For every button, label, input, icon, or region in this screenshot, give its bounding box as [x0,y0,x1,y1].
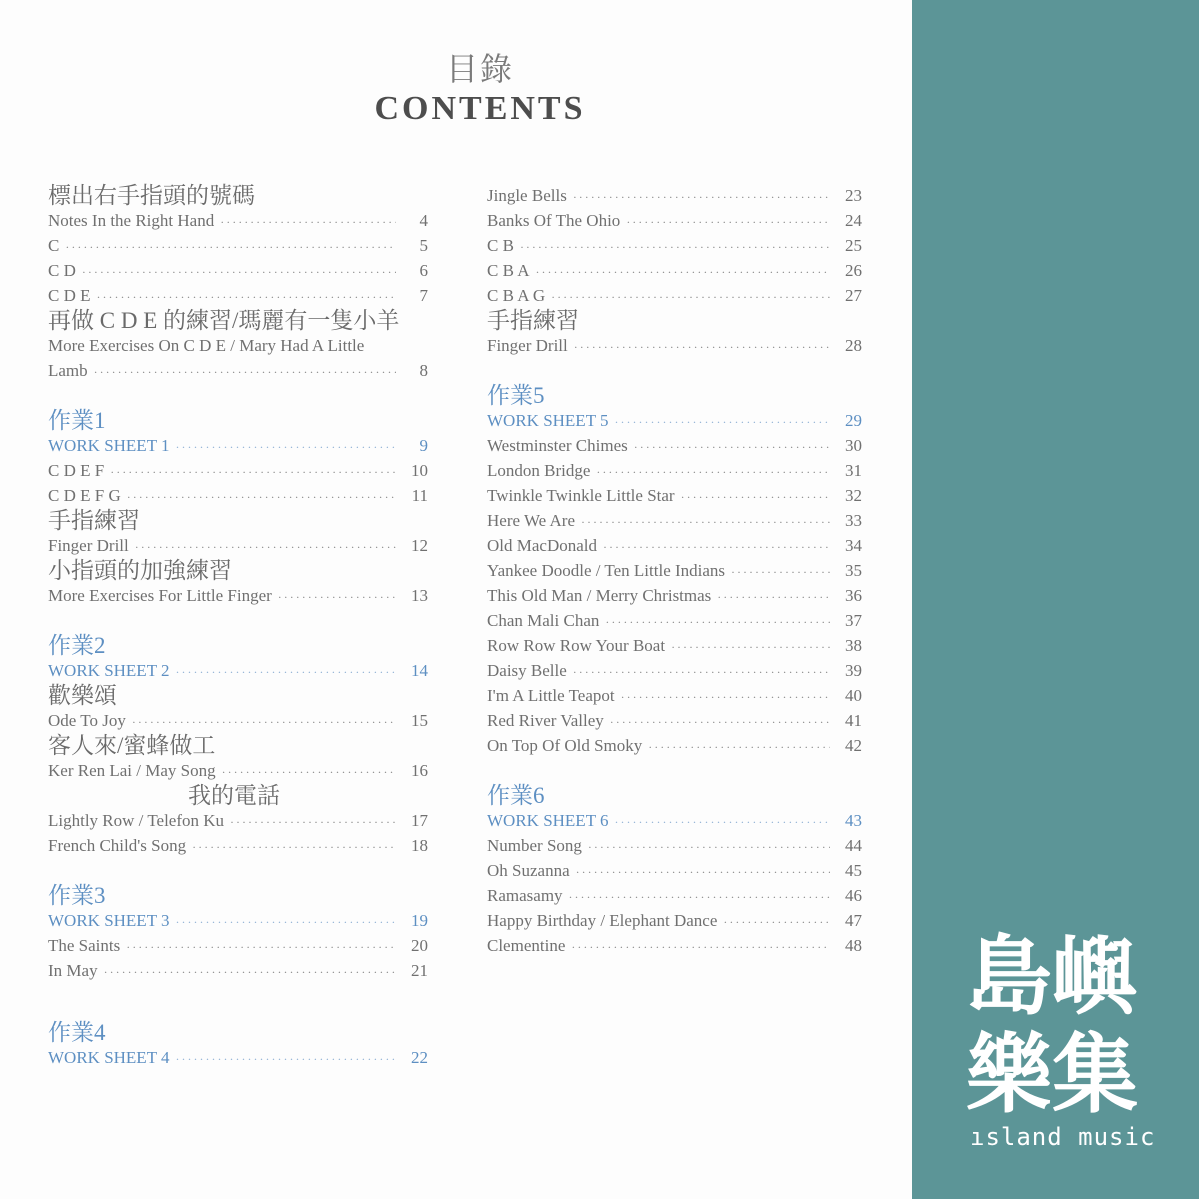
section-heading-chinese: 小指頭的加強練習 [48,558,232,583]
toc-page-number: 24 [845,211,862,230]
page-title: CONTENTS [374,90,586,127]
dot-leader [132,710,396,735]
toc-entry-title: WORK SHEET 3 [48,911,170,930]
dot-leader [220,210,396,235]
toc-page-number: 35 [845,561,862,580]
toc-entry[interactable] [487,558,862,583]
dot-leader [615,810,830,835]
brand-logo-english: ısland music [970,1123,1156,1151]
toc-entry-title: Banks Of The Ohio [487,211,621,230]
dot-leader [588,835,830,860]
toc-entry-title: Row Row Row Your Boat [487,636,666,655]
section-heading-chinese: 手指練習 [487,308,579,333]
toc-entry[interactable] [48,958,428,983]
dot-leader [610,710,830,735]
toc-page-number: 33 [845,511,862,530]
toc-entry[interactable] [48,583,428,608]
toc-entry-title: More Exercises On C D E / Mary Had A Little [48,336,365,355]
dot-leader [581,510,830,535]
dot-leader [278,585,396,610]
dot-leader [569,885,830,910]
toc-entry[interactable] [487,408,862,433]
toc-page-number: 10 [411,461,428,480]
dot-leader [573,185,830,210]
toc-entry-title: Chan Mali Chan [487,611,600,630]
dot-leader [230,810,396,835]
dot-leader [176,660,396,685]
toc-page-number: 18 [411,836,428,855]
toc-entry[interactable] [48,233,428,258]
toc-entry[interactable] [48,1045,428,1070]
toc-entry-title: The Saints [48,936,121,955]
toc-entry[interactable] [48,333,428,358]
toc-entry-title: Clementine [487,936,566,955]
toc-entry[interactable] [487,533,862,558]
toc-entry-title: In May [48,961,98,980]
dot-leader [717,585,830,610]
dot-leader [126,935,396,960]
toc-page-number: 36 [845,586,862,605]
toc-entry[interactable] [487,508,862,533]
dot-leader [82,260,396,285]
toc-entry[interactable] [48,208,428,233]
toc-page-number: 44 [845,836,862,855]
toc-entry[interactable] [48,933,428,958]
toc-page-number: 8 [419,361,428,380]
section-heading-chinese: 再做 C D E 的練習/瑪麗有一隻小羊 [48,308,400,333]
section-spacer [48,983,428,1008]
toc-page-number: 26 [845,261,862,280]
dot-leader [596,460,830,485]
toc-entry[interactable] [487,858,862,883]
toc-page-number: 6 [419,261,428,280]
dot-leader [176,1047,396,1072]
section-heading-chinese: 歡樂頌 [48,683,117,708]
dot-leader [135,535,396,560]
toc-entry[interactable] [487,583,862,608]
toc-page-number: 47 [845,911,862,930]
toc-entry[interactable] [487,258,862,283]
toc-entry-title: Old MacDonald [487,536,598,555]
toc-entry[interactable] [487,658,862,683]
toc-entry-title: C D E F [48,461,105,480]
toc-entry-title: Ker Ren Lai / May Song [48,761,216,780]
toc-page-number: 23 [845,186,862,205]
dot-leader [603,535,830,560]
toc-entry[interactable] [48,433,428,458]
toc-entry-title: C [48,236,60,255]
dot-leader [97,285,397,310]
dot-leader [127,485,396,510]
toc-entry[interactable] [48,658,428,683]
toc-entry[interactable] [48,283,428,308]
dot-leader [520,235,830,260]
toc-entry-title: Oh Suzanna [487,861,570,880]
dot-leader [176,910,396,935]
section-spacer [487,358,862,383]
worksheet-heading: 作業4 [48,1020,106,1045]
toc-entry[interactable] [487,683,862,708]
dot-leader [671,635,830,660]
toc-entry[interactable] [487,833,862,858]
brand-logo-line1: 島嶼 [966,927,1138,1027]
toc-page-number: 41 [845,711,862,730]
dot-leader [571,935,830,960]
toc-page-number: 28 [845,336,862,355]
toc-entry[interactable] [487,233,862,258]
toc-entry-title: Number Song [487,836,582,855]
toc-entry[interactable] [48,808,428,833]
toc-entry[interactable] [487,183,862,208]
toc-entry[interactable] [48,708,428,733]
dot-leader [110,460,396,485]
dot-leader [731,560,830,585]
worksheet-heading: 作業2 [48,633,106,658]
toc-entry[interactable] [487,733,862,758]
toc-page-number: 42 [845,736,862,755]
dot-leader [65,235,396,260]
section-spacer [48,608,428,633]
toc-entry-title: More Exercises For Little Finger [48,586,272,605]
toc-entry-title: Yankee Doodle / Ten Little Indians [487,561,726,580]
dot-leader [615,410,830,435]
toc-entry-title: C B [487,236,514,255]
toc-page-number: 17 [411,811,428,830]
toc-entry-title: On Top Of Old Smoky [487,736,643,755]
dot-leader [551,285,830,310]
toc-entry[interactable] [48,258,428,283]
toc-entry-title: Ode To Joy [48,711,126,730]
toc-entry-title: C D E F G [48,486,121,505]
section-heading-chinese: 客人來/蜜蜂做工 [48,733,216,758]
dot-leader [176,435,396,460]
toc-entry-title: WORK SHEET 5 [487,411,609,430]
toc-entry-title: Westminster Chimes [487,436,628,455]
toc-page-number: 39 [845,661,862,680]
toc-page-number: 30 [845,436,862,455]
toc-page-number: 43 [845,811,862,830]
toc-entry-title: Lamb [48,361,88,380]
dot-leader [648,735,830,760]
toc-entry-title: Ramasamy [487,886,563,905]
dot-leader [222,760,396,785]
dot-leader [626,210,830,235]
toc-entry[interactable] [487,283,862,308]
brand-logo [966,928,1156,1124]
worksheet-heading: 作業3 [48,883,106,908]
toc-page-number: 12 [411,536,428,555]
toc-entry[interactable] [48,483,428,508]
toc-entry[interactable] [487,483,862,508]
toc-entry[interactable] [487,883,862,908]
toc-entry-title: WORK SHEET 6 [487,811,609,830]
dot-leader [621,685,830,710]
dot-leader [94,360,396,385]
toc-page-number: 5 [419,236,428,255]
toc-page-number: 46 [845,886,862,905]
dot-leader [634,435,830,460]
dot-leader [536,260,830,285]
toc-entry[interactable] [487,633,862,658]
toc-page-number: 11 [411,486,428,505]
dot-leader [574,335,830,360]
toc-entry[interactable] [48,358,428,383]
dot-leader [723,910,830,935]
toc-entry-title: Red River Valley [487,711,604,730]
toc-page-number: 38 [845,636,862,655]
page-title-chinese: 目錄 [445,51,514,87]
toc-entry-title: WORK SHEET 4 [48,1048,170,1067]
toc-entry-title: Finger Drill [487,336,568,355]
toc-entry-title: I'm A Little Teapot [487,686,615,705]
toc-entry[interactable] [487,908,862,933]
toc-entry[interactable] [48,908,428,933]
toc-entry-title: Daisy Belle [487,661,567,680]
dot-leader [605,610,830,635]
worksheet-heading: 作業5 [487,383,545,408]
brand-logo-line2: 樂集 [966,1025,1138,1125]
toc-entry[interactable] [487,808,862,833]
toc-entry[interactable] [48,458,428,483]
section-spacer [487,758,862,783]
toc-entry-title: Jingle Bells [487,186,567,205]
dot-leader [681,485,830,510]
toc-entry-title: C B A [487,261,530,280]
toc-page-number: 16 [411,761,428,780]
toc-entry-title: This Old Man / Merry Christmas [487,586,712,605]
section-spacer [48,1008,428,1020]
worksheet-heading: 作業1 [48,408,106,433]
section-spacer [48,383,428,408]
toc-entry[interactable] [487,458,862,483]
toc-entry[interactable] [48,758,428,783]
toc-page-number: 32 [845,486,862,505]
toc-entry-title: Lightly Row / Telefon Ku [48,811,225,830]
toc-page-number: 34 [845,536,862,555]
toc-page-number: 14 [411,661,428,680]
toc-entry[interactable] [487,208,862,233]
toc-page-number: 25 [845,236,862,255]
toc-page-number: 9 [419,436,428,455]
toc-page-number: 27 [845,286,862,305]
toc-page-number: 40 [845,686,862,705]
toc-entry-title: C D E [48,286,91,305]
toc-page-number: 7 [419,286,428,305]
toc-page-number: 21 [411,961,428,980]
section-heading-chinese: 我的電話 [188,783,280,808]
toc-entry-title: London Bridge [487,461,591,480]
toc-entry-title: Happy Birthday / Elephant Dance [487,911,718,930]
toc-entry-title: WORK SHEET 1 [48,436,170,455]
toc-page-number: 20 [411,936,428,955]
toc-entry-title: Finger Drill [48,536,129,555]
toc-page-number: 15 [411,711,428,730]
toc-page-number: 45 [845,861,862,880]
toc-page-number: 37 [845,611,862,630]
toc-entry-title: C D [48,261,76,280]
toc-entry-title: French Child's Song [48,836,187,855]
worksheet-heading: 作業6 [487,783,545,808]
toc-page-number: 31 [845,461,862,480]
toc-page-number: 48 [845,936,862,955]
toc-entry[interactable] [487,708,862,733]
toc-page-number: 4 [419,211,428,230]
toc-entry-title: Twinkle Twinkle Little Star [487,486,675,505]
toc-entry-title: C B A G [487,286,546,305]
dot-leader [573,660,830,685]
toc-page-number: 19 [411,911,428,930]
toc-page-number: 13 [411,586,428,605]
toc-entry[interactable] [487,433,862,458]
toc-entry[interactable] [48,533,428,558]
dot-leader [192,835,396,860]
toc-left-column [48,183,428,1070]
dot-leader [576,860,830,885]
section-heading-chinese: 標出右手指頭的號碼 [48,183,255,208]
toc-entry[interactable] [487,333,862,358]
dot-leader [104,960,396,985]
section-heading-chinese: 手指練習 [48,508,140,533]
toc-right-column [487,183,862,958]
toc-entry-title: WORK SHEET 2 [48,661,170,680]
toc-page-number: 29 [845,411,862,430]
toc-entry[interactable] [487,608,862,633]
toc-entry[interactable] [48,833,428,858]
toc-page-number: 22 [411,1048,428,1067]
toc-entry-title: Notes In the Right Hand [48,211,215,230]
toc-entry[interactable] [487,933,862,958]
toc-entry-title: Here We Are [487,511,575,530]
section-spacer [48,858,428,883]
